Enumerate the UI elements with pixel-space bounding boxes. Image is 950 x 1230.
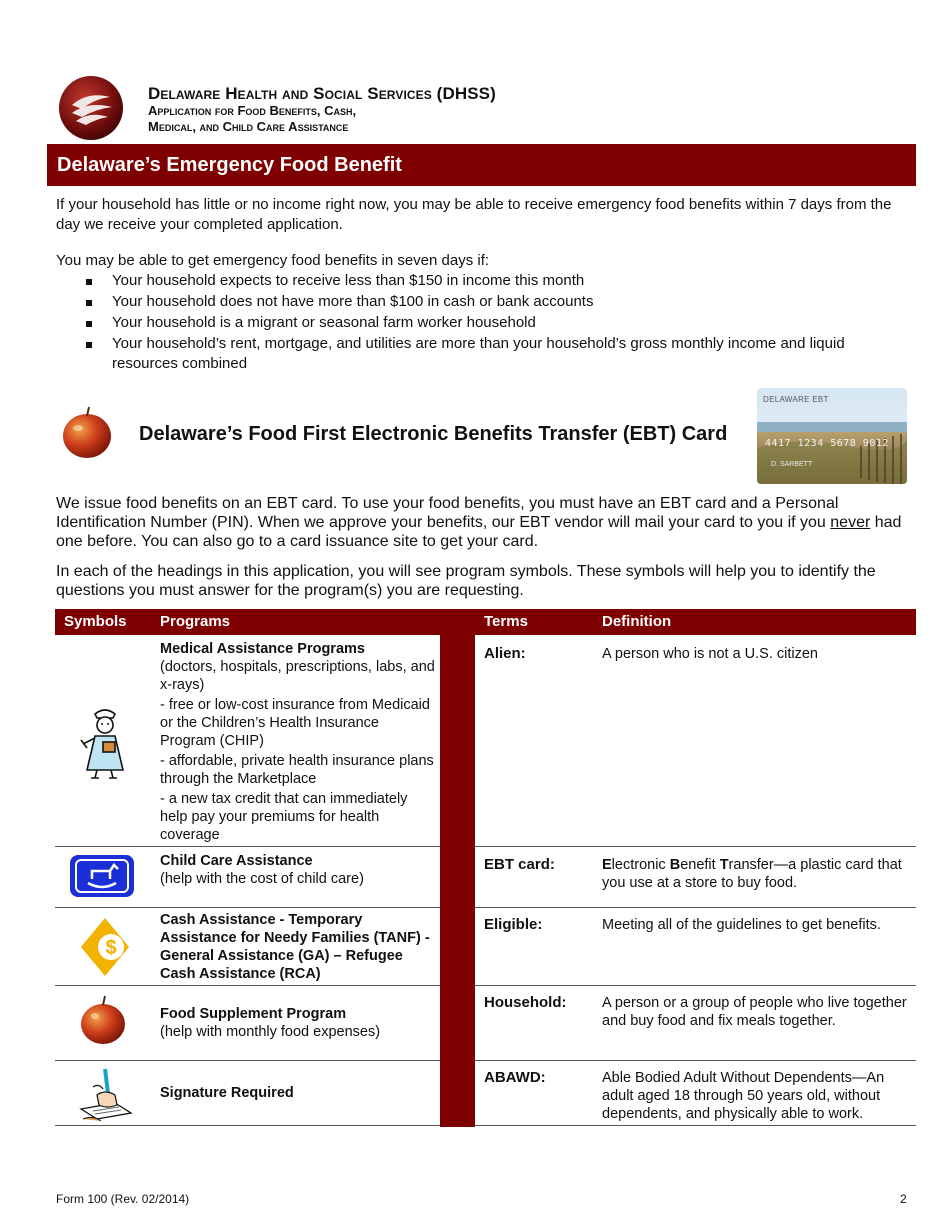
- svg-text:$: $: [105, 937, 117, 959]
- term-abawd: ABAWD:: [484, 1069, 546, 1086]
- term-household: Household:: [484, 994, 567, 1011]
- eligibility-list: [84, 271, 914, 375]
- program-title: Child Care Assistance: [160, 853, 313, 869]
- list-item: Your household does not have more than $100 in cash or bank accounts: [84, 292, 914, 312]
- row-divider: [475, 985, 916, 986]
- program-desc: (help with the cost of child care): [160, 871, 364, 887]
- program-desc: - free or low-cost insurance from Medicaid or the Children’s Health Insurance Program (CHIP): [160, 697, 430, 749]
- cash-dollar-icon: [79, 916, 131, 978]
- intro-paragraph: If your household has little or no income right now, you may be able to receive emergency food benefits within 7 days from the day we receive your completed application.: [56, 196, 892, 233]
- row-divider: [475, 1125, 916, 1126]
- page-number: 2: [900, 1192, 907, 1206]
- programs-terms-table: [55, 609, 916, 1127]
- child-care-rocking-horse-icon: [68, 853, 136, 899]
- row-divider: [55, 985, 440, 986]
- card-name: D. SARBETT: [771, 461, 813, 468]
- def-letter: E: [602, 857, 612, 873]
- term-eligible: Eligible:: [484, 916, 543, 933]
- row-divider: [55, 1060, 440, 1061]
- list-item: Your household expects to receive less than $150 in income this month: [84, 271, 914, 291]
- program-title: Medical Assistance Programs: [160, 641, 365, 657]
- program-food: [160, 1005, 435, 1041]
- application-title-line2: Medical, and Child Care Assistance: [148, 119, 349, 134]
- agency-name: Delaware Health and Social Services (DHSS): [148, 84, 496, 103]
- list-item: Your household is a migrant or seasonal farm worker household: [84, 313, 914, 333]
- medical-nurse-icon: [77, 704, 133, 780]
- program-desc: - a new tax credit that can immediately help pay your premiums for health coverage: [160, 791, 408, 843]
- program-cash: Cash Assistance - Temporary Assistance for Needy Families (TANF) - General Assistance (GA) – Refugee Cash Assistance (RCA): [160, 912, 430, 982]
- section-banner: Delaware’s Emergency Food Benefit: [47, 144, 916, 186]
- form-number: Form 100 (Rev. 02/2014): [56, 1192, 190, 1206]
- header-definition: Definition: [593, 609, 916, 635]
- signature-hand-icon: [75, 1065, 135, 1123]
- row-divider: [475, 1060, 916, 1061]
- program-desc: (help with monthly food expenses): [160, 1024, 381, 1040]
- ebt-paragraph-text-end: had one before. You can also go to a card issuance site to get your card.: [56, 514, 902, 550]
- program-medical: [160, 640, 435, 844]
- apple-icon: [60, 404, 114, 460]
- row-divider: [55, 1125, 440, 1126]
- program-child-care: [160, 852, 435, 888]
- def-text: ransfer—a plastic card that you use at a store to buy food.: [602, 857, 902, 891]
- ebt-paragraph-emphasis: never: [830, 514, 871, 531]
- definition-household: A person or a group of people who live together and buy food and fix meals together.: [602, 995, 907, 1029]
- list-item: Your household’s rent, mortgage, and utilities are more than your household’s gross monthly income and liquid resources combined: [84, 334, 914, 374]
- definition-abawd: Able Bodied Adult Without Dependents—An adult aged 18 through 50 years old, without dependents, and physically able to work.: [602, 1070, 885, 1122]
- program-desc: - affordable, private health insurance plans through the Marketplace: [160, 753, 434, 787]
- ebt-card-image: [757, 388, 907, 484]
- program-desc: (doctors, hospitals, prescriptions, labs, and x-rays): [160, 659, 435, 693]
- application-title-line1: Application for Food Benefits, Cash,: [148, 103, 357, 118]
- program-signature: Signature Required: [160, 1085, 294, 1101]
- header-symbols: Symbols: [55, 609, 155, 635]
- def-text: enefit: [680, 857, 720, 873]
- row-divider: [55, 846, 440, 847]
- card-label: DELAWARE EBT: [763, 395, 829, 404]
- term-alien: Alien:: [484, 645, 526, 662]
- row-divider: [475, 907, 916, 908]
- table-divider: [440, 609, 475, 1127]
- symbols-paragraph: In each of the headings in this application, you will see program symbols. These symbols will help you to identify the questions you must answer for the program(s) you are requesting.: [56, 563, 876, 599]
- eligibility-intro: You may be able to get emergency food benefits in seven days if:: [56, 252, 490, 269]
- dhss-logo: [58, 75, 124, 141]
- apple-icon: [79, 994, 127, 1046]
- def-letter: T: [719, 857, 729, 873]
- ebt-paragraph: [56, 494, 916, 551]
- header-programs: Programs: [151, 609, 440, 635]
- definition-alien: A person who is not a U.S. citizen: [602, 646, 818, 662]
- def-text: lectronic: [611, 857, 670, 873]
- ebt-paragraph-text: We issue food benefits on an EBT card. To use your food benefits, you must have an EBT card and a Personal Identification Number (PIN). When we approve your benefits, our EBT vendor will mail your card to you if you: [56, 495, 839, 531]
- definition-eligible: Meeting all of the guidelines to get benefits.: [602, 917, 881, 933]
- row-divider: [55, 907, 440, 908]
- ebt-section-title: Delaware’s Food First Electronic Benefits Transfer (EBT) Card: [139, 423, 728, 445]
- header-terms: Terms: [475, 609, 600, 635]
- term-ebt-card: EBT card:: [484, 856, 555, 873]
- card-number: 4417 1234 5678 9012: [765, 438, 889, 449]
- definition-ebt-card: [602, 856, 912, 892]
- def-letter: B: [669, 857, 681, 873]
- program-title: Food Supplement Program: [160, 1006, 347, 1022]
- row-divider: [475, 846, 916, 847]
